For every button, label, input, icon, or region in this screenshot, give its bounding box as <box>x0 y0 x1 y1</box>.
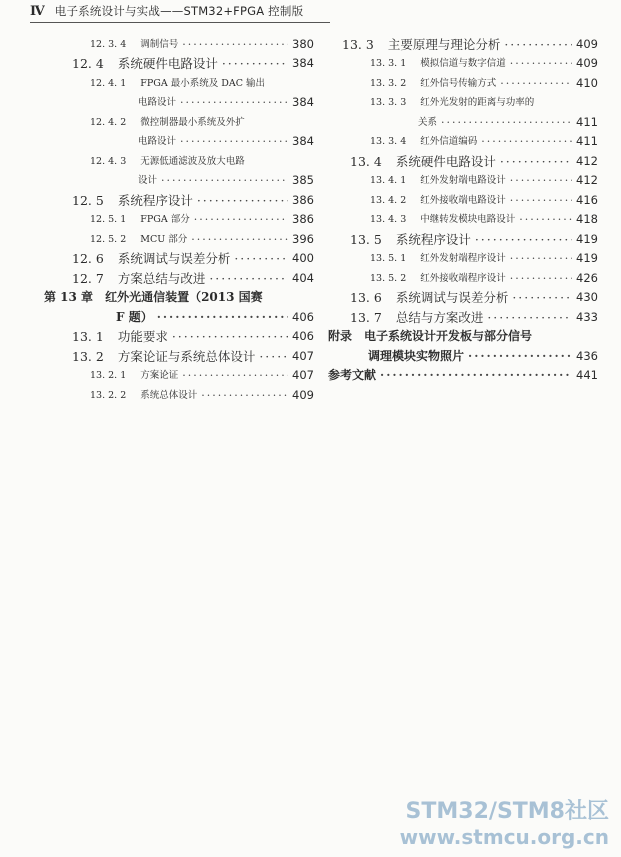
toc-entry[interactable]: 13. 1 功能要求 ····· 406 <box>46 327 314 347</box>
toc-entry[interactable]: 12. 4. 2 微控制器最小系统及外扩 <box>90 116 245 128</box>
toc-entry-continued[interactable]: 设计 ····· 385 <box>46 171 314 191</box>
toc-entry[interactable]: 12. 3. 4 调制信号 ····· 380 <box>46 34 314 54</box>
toc-entry[interactable]: 12. 4. 3 无源低通滤波及放大电路 <box>90 155 245 167</box>
toc-entry[interactable]: 13. 3. 1 模拟信道与数字信道 ····· 409 <box>330 54 598 74</box>
toc-entry[interactable]: 13. 3. 4 红外信道编码 ····· 411 <box>330 132 598 152</box>
toc-entry[interactable]: 12. 4. 1 FPGA 最小系统及 DAC 输出 <box>90 77 266 89</box>
toc-entry[interactable]: 13. 4. 1 红外发射端电路设计 ····· 412 <box>330 171 598 191</box>
toc-entry[interactable]: 13. 5. 2 红外接收端程序设计 ····· 426 <box>330 268 598 288</box>
toc-entry[interactable]: 13. 6 系统调试与误差分析 ····· 430 <box>330 288 598 308</box>
toc-entry[interactable]: 13. 5 系统程序设计 ····· 419 <box>330 229 598 249</box>
toc-entry[interactable]: 12. 7 方案总结与改进 ····· 404 <box>46 268 314 288</box>
page-number: Ⅳ <box>30 3 45 19</box>
toc-entry-continued[interactable]: 电路设计 ····· 384 <box>46 132 314 152</box>
toc-entry-continued[interactable]: 关系 ····· 411 <box>330 112 598 132</box>
toc-entry[interactable]: 12. 6 系统调试与误差分析 ····· 400 <box>46 249 314 269</box>
chapter-entry-continued[interactable]: F 题） ····· 406 <box>46 307 314 327</box>
toc-entry[interactable]: 13. 3. 2 红外信号传输方式 ····· 410 <box>330 73 598 93</box>
running-header <box>30 0 330 23</box>
references-entry[interactable]: 参考文献 ····· 441 <box>328 366 598 386</box>
toc-entry[interactable]: 13. 2. 2 系统总体设计 ····· 409 <box>46 385 314 405</box>
appendix-entry[interactable]: 附录 电子系统设计开发板与部分信号 <box>328 329 533 343</box>
toc-entry[interactable]: 13. 2. 1 方案论证 ····· 407 <box>46 366 314 386</box>
toc-entry[interactable]: 13. 7 总结与方案改进 ····· 433 <box>330 307 598 327</box>
book-title: 电子系统设计与实战——STM32+FPGA 控制版 <box>54 4 304 18</box>
toc-entry[interactable]: 13. 4. 2 红外接收端电路设计 ····· 416 <box>330 190 598 210</box>
toc-entry[interactable]: 13. 3 主要原理与理论分析 ····· 409 <box>330 34 598 54</box>
toc-left-column <box>46 34 314 405</box>
toc-entry[interactable]: 12. 5. 2 MCU 部分 ····· 396 <box>46 229 314 249</box>
toc-entry[interactable]: 13. 2 方案论证与系统总体设计 ····· 407 <box>46 346 314 366</box>
toc-entry[interactable]: 13. 4. 3 中继转发模块电路设计 ····· 418 <box>330 210 598 230</box>
toc-right-column <box>330 34 598 385</box>
watermark-line-1: STM32/STM8社区 <box>405 799 609 824</box>
toc-entry-continued[interactable]: 电路设计 ····· 384 <box>46 93 314 113</box>
appendix-entry-continued[interactable]: 调理模块实物照片 ····· 436 <box>330 346 598 366</box>
toc-entry[interactable]: 12. 4 系统硬件电路设计 ····· 384 <box>46 54 314 74</box>
toc-entry[interactable]: 13. 3. 3 红外光发射的距离与功率的 <box>370 97 535 108</box>
toc-entry[interactable]: 13. 5. 1 红外发射端程序设计 ····· 419 <box>330 249 598 269</box>
site-watermark <box>400 799 609 849</box>
toc-entry[interactable]: 13. 4 系统硬件电路设计 ····· 412 <box>330 151 598 171</box>
toc-entry[interactable]: 12. 5 系统程序设计 ····· 386 <box>46 190 314 210</box>
watermark-line-2: www.stmcu.org.cn <box>399 825 609 849</box>
toc-entry[interactable]: 12. 5. 1 FPGA 部分 ····· 386 <box>46 210 314 230</box>
chapter-entry[interactable]: 第 13 章 红外光通信装置（2013 国赛 <box>44 290 263 304</box>
